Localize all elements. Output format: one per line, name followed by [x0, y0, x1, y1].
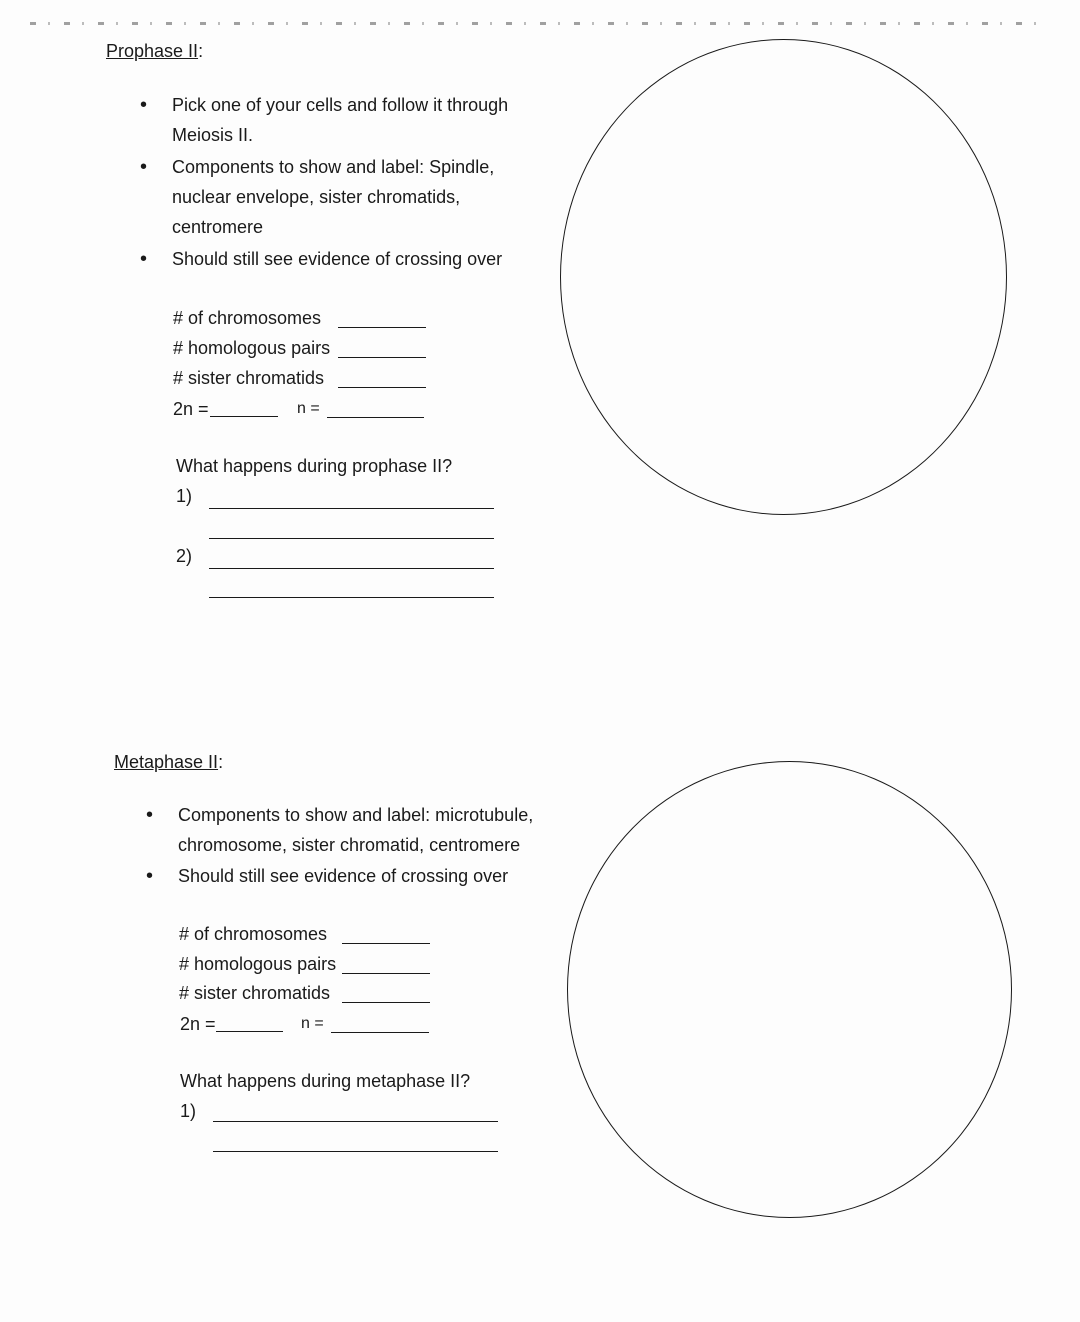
- prophase-heading: Prophase II:: [106, 41, 204, 61]
- metaphase-drawing-circle[interactable]: [567, 761, 1012, 1218]
- two-n-blank[interactable]: [216, 1031, 283, 1032]
- chromosome-count-blank[interactable]: [338, 327, 426, 328]
- answer-number: 2): [176, 546, 193, 566]
- prophase-bullet: • Components to show and label: Spindle, nuclear envelope, sister chromatids, centromere: [172, 152, 522, 242]
- answer-line[interactable]: [213, 1121, 498, 1122]
- n-label: n =: [301, 1015, 324, 1032]
- metaphase-bullet: • Should still see evidence of crossing over: [178, 861, 553, 891]
- chromosome-count-label: # of chromosomes: [173, 308, 322, 328]
- answer-line[interactable]: [209, 597, 494, 598]
- chromosome-count-blank[interactable]: [342, 943, 430, 944]
- two-n-label: 2n =: [180, 1014, 216, 1034]
- two-n-label: 2n =: [173, 399, 209, 419]
- n-blank[interactable]: [331, 1032, 429, 1033]
- metaphase-heading: Metaphase II:: [114, 752, 224, 772]
- scan-edge-artifact: [30, 22, 1050, 25]
- answer-line[interactable]: [209, 508, 494, 509]
- homologous-pairs-blank[interactable]: [338, 357, 426, 358]
- answer-line[interactable]: [213, 1151, 498, 1152]
- answer-number: 1): [180, 1101, 197, 1121]
- two-n-blank[interactable]: [210, 416, 278, 417]
- metaphase-bullet: • Components to show and label: microtubule, chromosome, sister chromatid, centromere: [178, 800, 553, 860]
- metaphase-question: What happens during metaphase II?: [180, 1071, 471, 1091]
- homologous-pairs-label: # homologous pairs: [179, 954, 337, 974]
- sister-chromatids-label: # sister chromatids: [173, 368, 325, 388]
- chromosome-count-label: # of chromosomes: [179, 924, 328, 944]
- answer-number: 1): [176, 486, 193, 506]
- prophase-question: What happens during prophase II?: [176, 456, 453, 476]
- n-label: n =: [297, 400, 320, 417]
- answer-line[interactable]: [209, 538, 494, 539]
- prophase-bullet: • Pick one of your cells and follow it through Meiosis II.: [172, 90, 532, 150]
- sister-chromatids-blank[interactable]: [342, 1002, 430, 1003]
- sister-chromatids-label: # sister chromatids: [179, 983, 331, 1003]
- homologous-pairs-blank[interactable]: [342, 973, 430, 974]
- n-blank[interactable]: [327, 417, 424, 418]
- sister-chromatids-blank[interactable]: [338, 387, 426, 388]
- homologous-pairs-label: # homologous pairs: [173, 338, 331, 358]
- prophase-drawing-circle[interactable]: [560, 39, 1007, 515]
- answer-line[interactable]: [209, 568, 494, 569]
- prophase-bullet: • Should still see evidence of crossing over: [172, 244, 532, 274]
